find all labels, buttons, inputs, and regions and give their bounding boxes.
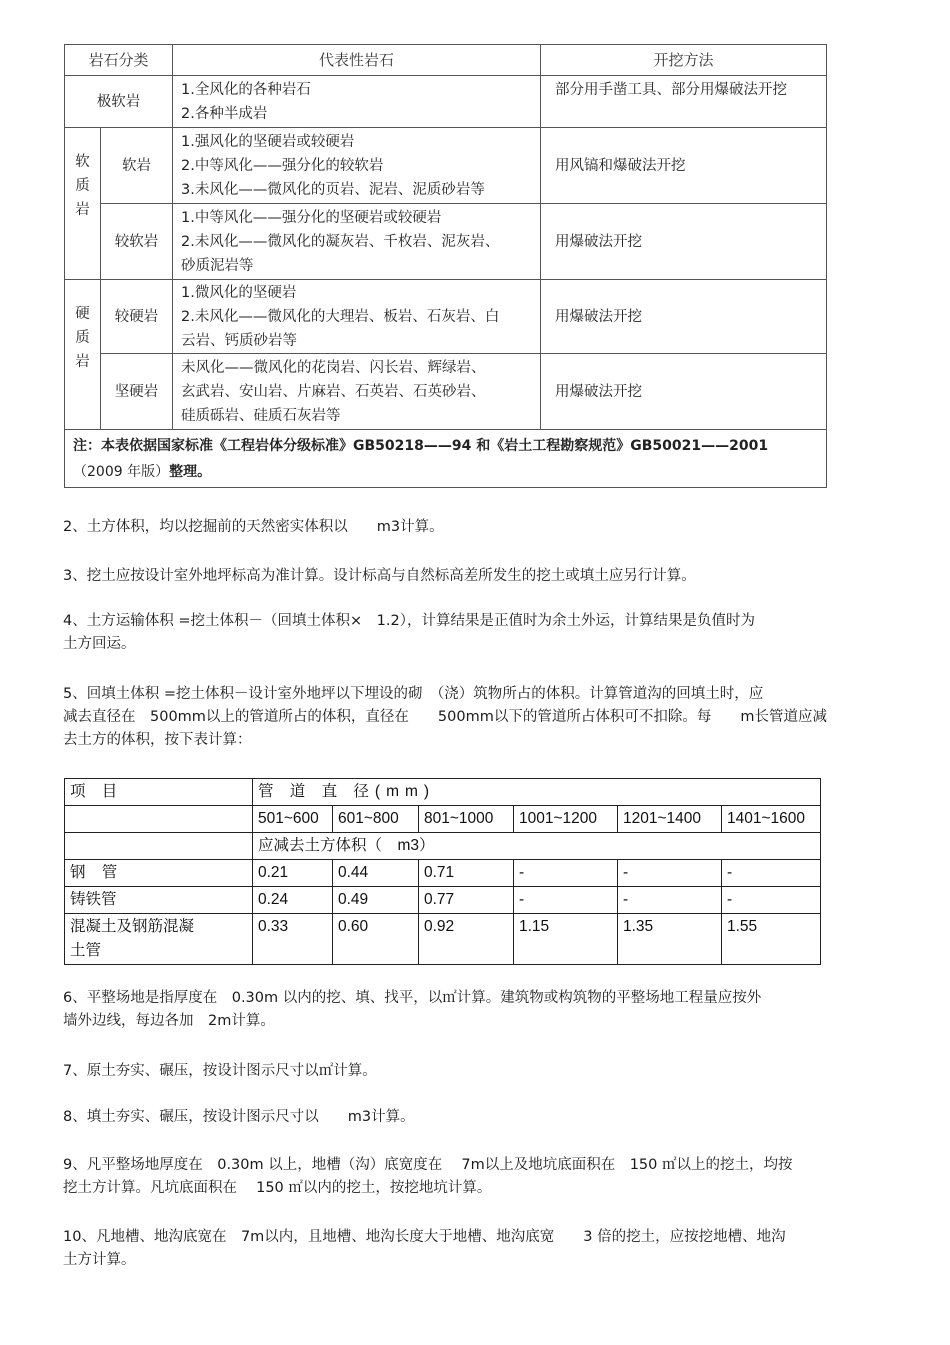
- paragraph-6-line-1: 6、平整场地是指厚度在 0.30m 以内的挖、填、找平，以㎡计算。建筑物或构筑物的平整场地工程量应按外: [63, 990, 762, 1006]
- rock-line: 2.未风化——微风化的大理岩、板岩、石灰岩、白: [181, 308, 500, 325]
- value-cell: 0.77: [419, 887, 514, 914]
- paragraph-6-line-2: 墙外边线，每边各加 2m计算。: [63, 1013, 275, 1029]
- value-cell: -: [722, 887, 821, 914]
- pipe-range-row: [65, 806, 821, 833]
- value-cell: 0.24: [253, 887, 333, 914]
- rock-table-header-row: [65, 45, 827, 76]
- paragraph-8: 8、填土夯实、碾压，按设计图示尺寸以 m3计算。: [63, 1109, 415, 1125]
- pipe-name: [65, 914, 253, 965]
- pipe-row-steel: [65, 860, 821, 887]
- value-cell: -: [618, 887, 722, 914]
- header-item: 项 目: [65, 779, 253, 806]
- paragraph-4-line-2: 土方回运。: [63, 636, 136, 652]
- method-less-soft: 用爆破法开挖: [541, 204, 827, 280]
- value-cell: -: [618, 860, 722, 887]
- paragraph-9-line-1: 9、凡平整场地厚度在 0.30m 以上，地槽（沟）底宽度在 7m以上及地坑底面积在 150 ㎡以上的挖土，均按: [63, 1157, 793, 1173]
- row-less-hard: [65, 280, 827, 354]
- range-cell: 501~600: [253, 806, 333, 833]
- group-hard-rock: [65, 280, 101, 430]
- cat-soft: 软岩: [101, 128, 173, 204]
- pipe-name-line-1: 混凝土及钢筋混凝: [70, 918, 195, 935]
- row-hard: [65, 354, 827, 430]
- paragraph-10-line-1: 10、凡地槽、地沟底宽在 7m以内，且地槽、地沟长度大于地槽、地沟底宽 3 倍的挖土，应按挖地槽、地沟: [63, 1229, 786, 1245]
- note-edition: （2009 年版）: [73, 463, 170, 480]
- note-line-1: 注：本表依据国家标准《工程岩体分级标准》GB50218——94 和《岩土工程勘察规范》GB50021——2001: [73, 437, 769, 454]
- rocks-less-soft: [173, 204, 541, 280]
- value-cell: -: [514, 887, 618, 914]
- pipe-header-row: [65, 779, 821, 806]
- paragraph-5-line-1: 5、回填土体积 =挖土体积－设计室外地坪以下埋设的砌 （浇）筑物所占的体积。计算管道沟的回填土时，应: [63, 686, 764, 702]
- range-cell: 601~800: [333, 806, 419, 833]
- rock-line: 1.全风化的各种岩石: [181, 81, 311, 98]
- paragraph-10: [63, 1226, 903, 1272]
- value-cell: -: [514, 860, 618, 887]
- range-cell: 1201~1400: [618, 806, 722, 833]
- range-cell: 1401~1600: [722, 806, 821, 833]
- pipe-name: 铸铁管: [65, 887, 253, 914]
- rock-line: 1.强风化的坚硬岩或较硬岩: [181, 133, 355, 150]
- rock-line: 1.中等风化——强分化的坚硬岩或较硬岩: [181, 209, 442, 226]
- header-diameter: 管 道 直 径(mm): [253, 779, 821, 806]
- paragraph-7: 7、原土夯实、碾压，按设计图示尺寸以㎡计算。: [63, 1063, 377, 1079]
- cat-hard: 坚硬岩: [101, 354, 173, 430]
- group-char: 质: [75, 178, 90, 194]
- rock-line: 3.未风化——微风化的页岩、泥岩、泥质砂岩等: [181, 181, 485, 198]
- value-cell: 0.92: [419, 914, 514, 965]
- value-cell: 0.71: [419, 860, 514, 887]
- method-soft: 用风镐和爆破法开挖: [541, 128, 827, 204]
- rocks-extremely-soft: [173, 76, 541, 128]
- note-end: 整理。: [169, 463, 212, 480]
- empty-cell: [65, 833, 253, 860]
- rocks-less-hard: [173, 280, 541, 354]
- row-less-soft: [65, 204, 827, 280]
- method-hard: 用爆破法开挖: [541, 354, 827, 430]
- range-cell: 1001~1200: [514, 806, 618, 833]
- row-soft: [65, 128, 827, 204]
- rock-classification-table: [64, 44, 827, 488]
- method-less-hard: 用爆破法开挖: [541, 280, 827, 354]
- group-char: 硬: [75, 306, 90, 322]
- rocks-soft: [173, 128, 541, 204]
- paragraph-2: 2、土方体积，均以挖掘前的天然密实体积以 m3计算。: [63, 519, 444, 535]
- paragraph-3: 3、挖土应按设计室外地坪标高为准计算。设计标高与自然标高差所发生的挖土或填土应另行计算。: [63, 568, 696, 584]
- paragraph-5: [63, 683, 903, 752]
- empty-cell: [65, 806, 253, 833]
- rock-line: 硅质砾岩、硅质石灰岩等: [181, 407, 341, 424]
- pipe-name: 钢 管: [65, 860, 253, 887]
- group-char: 质: [75, 330, 90, 346]
- paragraph-5-line-2: 减去直径在 500mm以上的管道所占的体积，直径在 500mm以下的管道所占体积可不扣除。每 m长管道应减: [63, 709, 827, 725]
- range-cell: 801~1000: [419, 806, 514, 833]
- value-cell: 1.35: [618, 914, 722, 965]
- group-char: 岩: [75, 202, 90, 218]
- note-line-2: [73, 459, 818, 485]
- rock-line: 2.各种半成岩: [181, 105, 268, 122]
- paragraph-4-line-1: 4、土方运输体积 =挖土体积－（回填土体积× 1.2），计算结果是正值时为余土外运，计算结果是负值时为: [63, 613, 755, 629]
- paragraph-6: [63, 987, 903, 1033]
- cat-less-hard: 较硬岩: [101, 280, 173, 354]
- value-cell: 0.60: [333, 914, 419, 965]
- pipe-row-cast-iron: [65, 887, 821, 914]
- paragraph-9-line-2: 挖土方计算。凡坑底面积在 150 ㎡以内的挖土，按挖地坑计算。: [63, 1180, 492, 1196]
- method-extremely-soft: 部分用手凿工具、部分用爆破法开挖: [541, 76, 827, 128]
- pipe-volume-table: [64, 778, 821, 965]
- value-cell: 1.15: [514, 914, 618, 965]
- group-soft-rock: [65, 128, 101, 280]
- value-cell: 0.44: [333, 860, 419, 887]
- paragraph-10-line-2: 土方计算。: [63, 1252, 136, 1268]
- pipe-unit-row: [65, 833, 821, 860]
- table-note: [65, 430, 827, 488]
- paragraph-9: [63, 1154, 903, 1200]
- value-cell: -: [722, 860, 821, 887]
- rock-line: 2.未风化——微风化的凝灰岩、千枚岩、泥灰岩、: [181, 233, 500, 250]
- header-rock-class: 岩石分类: [65, 45, 173, 76]
- value-cell: 0.21: [253, 860, 333, 887]
- paragraph-5-line-3: 去土方的体积，按下表计算：: [63, 732, 252, 748]
- cat-extremely-soft: 极软岩: [65, 76, 173, 128]
- row-extremely-soft: [65, 76, 827, 128]
- value-cell: 0.49: [333, 887, 419, 914]
- group-char: 软: [75, 154, 90, 170]
- group-char: 岩: [75, 354, 90, 370]
- header-excavation-method: 开挖方法: [541, 45, 827, 76]
- header-representative-rock: 代表性岩石: [173, 45, 541, 76]
- rock-line: 云岩、钙质砂岩等: [181, 332, 298, 349]
- cat-less-soft: 较软岩: [101, 204, 173, 280]
- rock-line: 砂质泥岩等: [181, 257, 254, 274]
- value-cell: 1.55: [722, 914, 821, 965]
- rock-line: 未风化——微风化的花岗岩、闪长岩、辉绿岩、: [181, 359, 486, 376]
- row-note: [65, 430, 827, 488]
- pipe-row-concrete: [65, 914, 821, 965]
- rock-line: 1.微风化的坚硬岩: [181, 284, 297, 301]
- rocks-hard: [173, 354, 541, 430]
- rock-line: 玄武岩、安山岩、片麻岩、石英岩、石英砂岩、: [181, 383, 486, 400]
- rock-line: 2.中等风化——强分化的较软岩: [181, 157, 384, 174]
- value-cell: 0.33: [253, 914, 333, 965]
- pipe-name-line-2: 土管: [70, 942, 102, 959]
- unit-label: 应减去土方体积（ m3）: [253, 833, 821, 860]
- paragraph-4: [63, 610, 903, 656]
